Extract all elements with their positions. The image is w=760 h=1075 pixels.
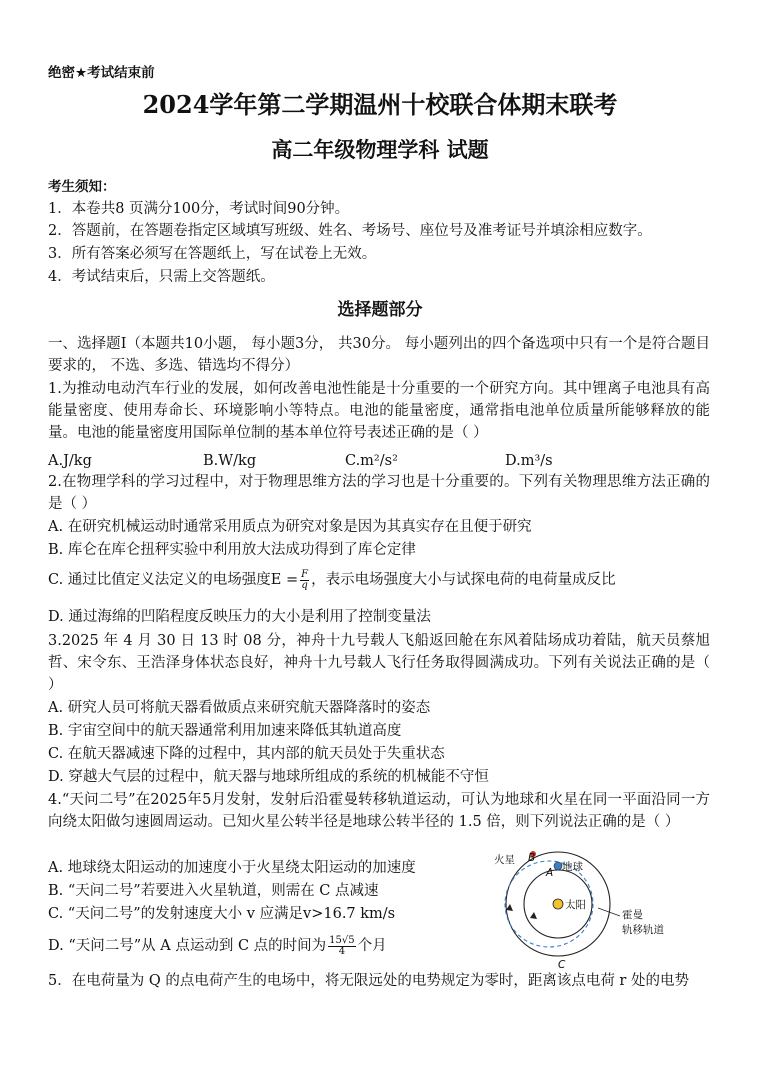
question-4-option-d	[48, 935, 387, 957]
fraction-numerator: 15√5	[329, 934, 355, 946]
question-2-option-c	[48, 569, 616, 591]
orbit-arrow	[506, 904, 513, 911]
label-orbit-line2: 轨移轨道	[622, 924, 664, 936]
sun-icon	[553, 899, 563, 909]
label-c: C	[558, 959, 566, 971]
question-3-option-d: D. 穿越大气层的过程中，航天器与地球所组成的系统的机械能不守恒	[48, 769, 489, 785]
question-3-option-b: B. 宇宙空间中的航天器通常利用加速来降低其轨道高度	[48, 723, 402, 739]
notice-item: 2．答题前，在答题卷指定区域填写班级、姓名、考场号、座位号及准考证号并填涂相应数字。	[48, 223, 652, 239]
orbit-arrow	[530, 912, 537, 919]
question-4-option-c: C. “天问二号”的发射速度大小 v 应满足v>16.7 km/s	[48, 906, 396, 922]
section-intro: 一、选择题Ⅰ（本题共10小题， 每小题3分， 共30分。 每小题列出的四个备选项中只有一个是符合题目要求的， 不选、多选、错选均不得分）	[48, 336, 710, 374]
label-orbit-line1: 霍曼	[622, 909, 643, 921]
notice-item: 4．考试结束后，只需上交答题纸。	[48, 269, 275, 285]
question-3-stem: 3.2025 年 4 月 30 日 13 时 08 分，神舟十九号载人飞船返回舱在东风着陆场成功着陆，航天员蔡旭哲、宋令东、王浩泽身体状态良好，神舟十九号载人飞行任务取得圆满成功。下列有关说法正确的是（ ）	[48, 633, 710, 693]
question-2-option-a: A. 在研究机械运动时通常采用质点为研究对象是因为其真实存在且便于研究	[48, 519, 532, 535]
question-4-stem: 4.“天问二号”在2025年5月发射，发射后沿霍曼转移轨道运动，可认为地球和火星在同一平面沿同一方向绕太阳做匀速圆周运动。已知火星公转半径是地球公转半径的 1.5 倍，则下列说法正确的是（ ）	[48, 792, 710, 830]
orbit-diagram	[480, 846, 700, 974]
question-4-option-a: A. 地球绕太阳运动的加速度小于火星绕太阳运动的加速度	[48, 860, 416, 876]
fraction-denominator: q	[301, 579, 308, 591]
time-fraction	[328, 936, 355, 957]
question-2-stem: 2.在物理学科的学习过程中，对于物理思维方法的学习也是十分重要的。下列有关物理思维方法正确的是（ ）	[48, 474, 710, 512]
label-earth: 地球	[562, 861, 583, 873]
field-fraction	[300, 570, 309, 591]
label-sun: 太阳	[565, 899, 586, 911]
question-1-stem: 1.为推动电动汽车行业的发展，如何改善电池性能是十分重要的一个研究方向。其中锂离子电池具有高能量密度、使用寿命长、环境影响小等特点。电池的能量密度，通常指电池单位质量所能够释放的能量。电池的能量密度用国际单位制的基本单位符号表述正确的是（ ）	[48, 381, 710, 441]
option-d-prefix: D. “天问二号”从 A 点运动到 C 点的时间为	[48, 938, 327, 954]
exam-subtitle: 高二年级物理学科 试题	[271, 137, 489, 162]
notice-item: 1．本卷共8 页满分100分，考试时间90分钟。	[48, 201, 350, 217]
fraction-numerator: F	[301, 568, 309, 580]
question-1-option-b: B.W/kg	[203, 453, 257, 469]
label-a: A	[546, 867, 554, 879]
option-c-suffix: ，表示电场强度大小与试探电荷的电荷量成反比	[311, 572, 616, 588]
section-title: 选择题部分	[337, 300, 423, 320]
question-1-option-c: C.m²/s²	[345, 453, 398, 469]
question-1-option-a: A.J/kg	[48, 453, 92, 469]
question-5-stem: 5．在电荷量为 Q 的点电荷产生的电场中，将无限远处的电势规定为零时，距离该点电荷 r 处的电势	[48, 973, 689, 989]
question-4-option-b: B. “天问二号”若要进入火星轨道，则需在 C 点减速	[48, 883, 379, 899]
question-2-option-b: B. 库仑在库仑扭秤实验中利用放大法成功得到了库仑定律	[48, 542, 416, 558]
label-b: B	[528, 852, 536, 864]
option-c-prefix: C. 通过比值定义法定义的电场强度E =	[48, 572, 299, 588]
earth-icon	[554, 862, 562, 870]
question-1-option-d: D.m³/s	[505, 453, 553, 469]
notice-item: 3．所有答案必须写在答题纸上，写在试卷上无效。	[48, 246, 377, 262]
fraction-denominator: 4	[338, 945, 346, 957]
question-3-option-a: A. 研究人员可将航天器看做质点来研究航天器降落时的姿态	[48, 700, 431, 716]
question-2-option-d: D. 通过海绵的凹陷程度反映压力的大小是利用了控制变量法	[48, 609, 431, 625]
option-d-suffix: 个月	[357, 938, 387, 954]
notice-heading: 考生须知：	[48, 179, 116, 195]
label-mars: 火星	[494, 854, 515, 866]
question-3-option-c: C. 在航天器减速下降的过程中，其内部的航天员处于失重状态	[48, 746, 445, 762]
exam-title: 2024学年第二学期温州十校联合体期末联考	[142, 90, 618, 119]
confidential-mark: 绝密★考试结束前	[48, 65, 155, 81]
